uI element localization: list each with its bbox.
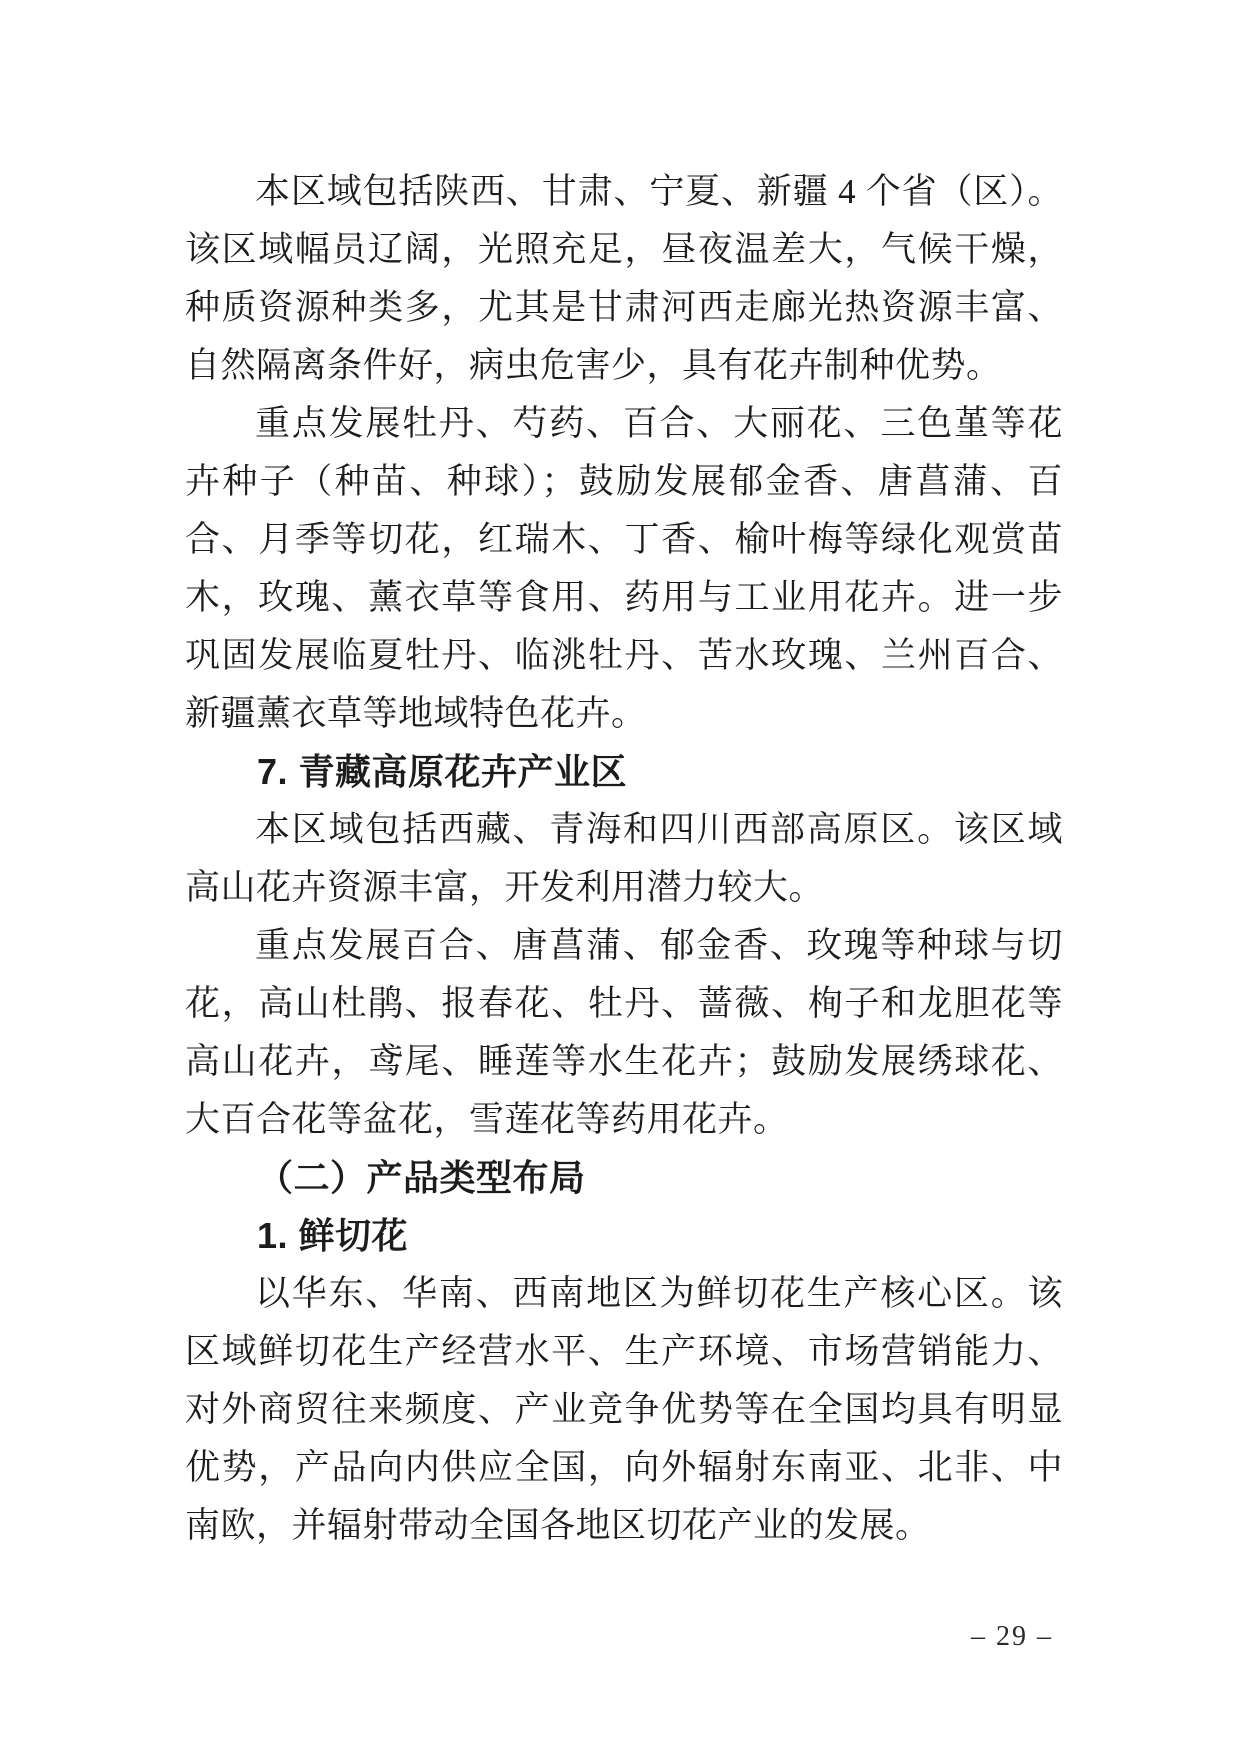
paragraph-northwest-region-priorities: 重点发展牡丹、芍药、百合、大丽花、三色堇等花卉种子（种苗、种球）；鼓励发展郁金香、唐菖蒲、百合、月季等切花，红瑞木、丁香、榆叶梅等绿化观赏苗木，玫瑰、薰衣草等食用、药用与工业用花卉。进一步巩固发展临夏牡丹、临洮牡丹、苦水玫瑰、兰州百合、新疆薰衣草等地域特色花卉。 xyxy=(185,404,1063,733)
paragraph-qinghai-tibet-priorities: 重点发展百合、唐菖蒲、郁金香、玫瑰等种球与切花，高山杜鹃、报春花、牡丹、蔷薇、栒子和龙胆花等高山花卉，鸢尾、睡莲等水生花卉；鼓励发展绣球花、大百合花等盆花，雪莲花等药用花卉。 xyxy=(185,926,1063,1139)
paragraph-qinghai-tibet-overview: 本区域包括西藏、青海和四川西部高原区。该区域高山花卉资源丰富，开发利用潜力较大。 xyxy=(185,810,1063,907)
document-body xyxy=(185,163,1063,1555)
heading-qinghai-tibet-flower-zone: 7. 青藏高原花卉产业区 xyxy=(257,751,628,792)
heading-fresh-cut-flowers: 1. 鲜切花 xyxy=(257,1215,409,1256)
paragraph-fresh-cut-flowers-overview: 以华东、华南、西南地区为鲜切花生产核心区。该区域鲜切花生产经营水平、生产环境、市场营销能力、对外商贸往来频度、产业竞争优势等在全国均具有明显优势，产品向内供应全国，向外辐射东南亚、北非、中南欧，并辐射带动全国各地区切花产业的发展。 xyxy=(185,1274,1063,1545)
heading-product-type-layout: （二）产品类型布局 xyxy=(257,1158,586,1198)
paragraph-northwest-region-overview: 本区域包括陕西、甘肃、宁夏、新疆 4 个省（区）。该区域幅员辽阔，光照充足，昼夜温差大，气候干燥，种质资源种类多，尤其是甘肃河西走廊光热资源丰富、自然隔离条件好，病虫危害少，具有花卉制种优势。 xyxy=(185,172,1063,385)
page-number: – 29 – xyxy=(971,1621,1053,1652)
